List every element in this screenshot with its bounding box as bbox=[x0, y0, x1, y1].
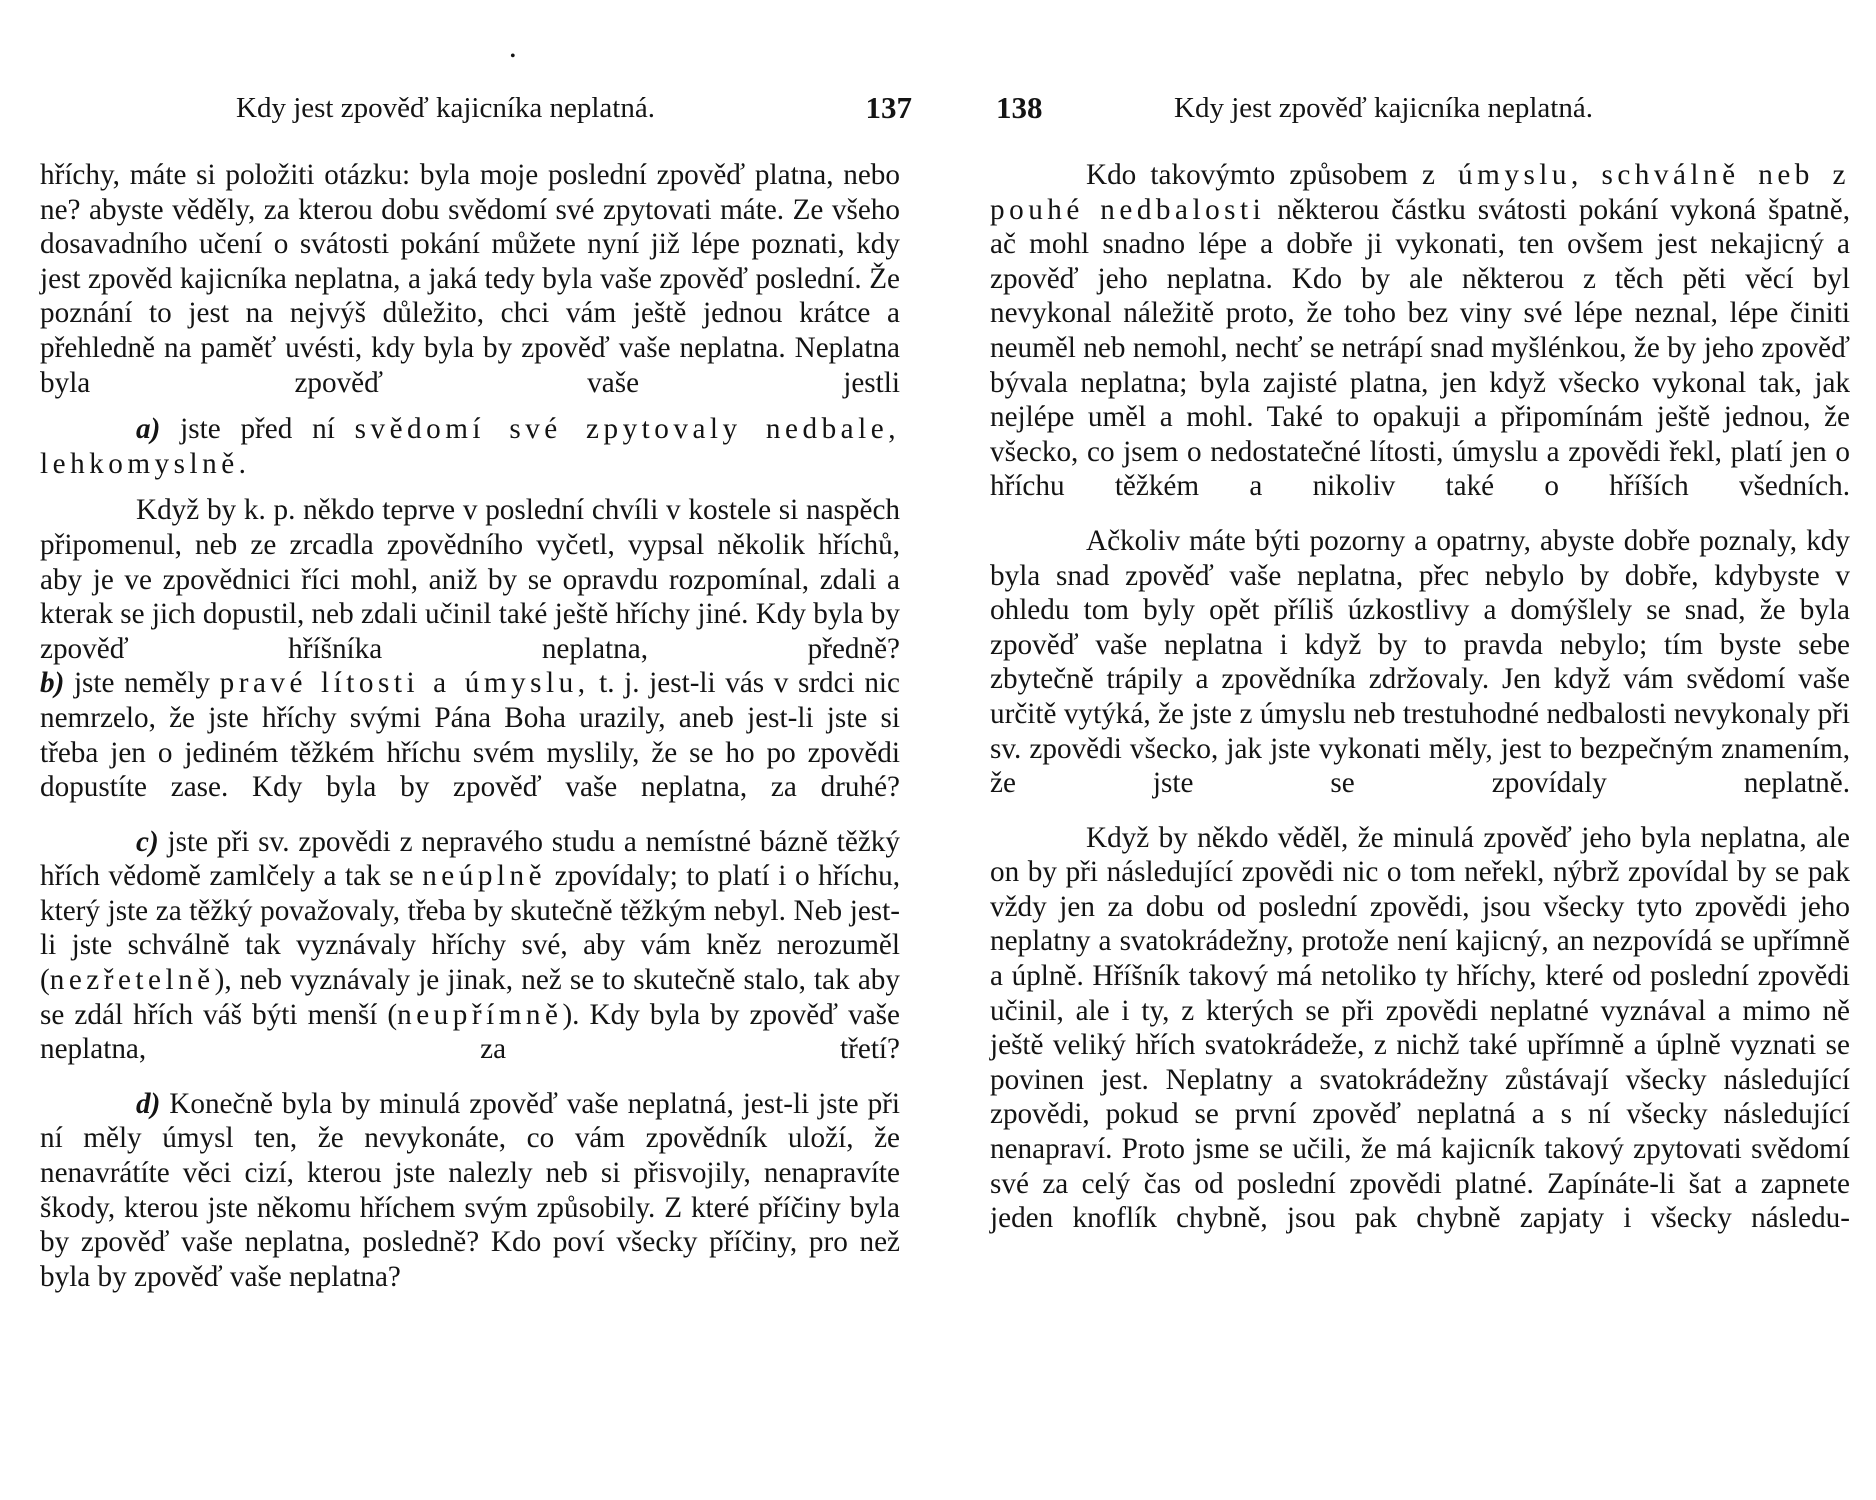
item-text: jste při sv. zpovědi z nepravého studu a nemístné bázně těžký hřích vědomě zamlčely a tak se bbox=[40, 825, 900, 893]
paragraph bbox=[40, 493, 900, 666]
left-page bbox=[40, 0, 920, 1500]
paragraph-text: Kdo takovýmto způsobem bbox=[1086, 159, 1422, 191]
item-c bbox=[40, 825, 900, 1067]
spaced-emphasis: svědomí své zpytovaly nedbale, lehkomyslně. bbox=[40, 413, 900, 480]
spaced-emphasis: pravé lítosti a úmyslu, bbox=[219, 667, 590, 700]
item-text: jste před ní bbox=[160, 413, 355, 446]
item-text: ). Kdy byla by zpověď vaše neplatna, za třetí? bbox=[40, 998, 900, 1066]
page-number: 137 bbox=[865, 90, 912, 125]
paragraph-text: Když by k. p. někdo teprve v poslední chvíli v kostele si naspěch připomenul, neb ze zrcadla zpovědního vyčetl, vypsal několik hříchů, aby je ve zpovědnici říci mohl, aniž by se opravdu rozpomínal, zdali a kterak se jich dopustil, neb zdali učinil také ještě hříchy jiné. Kdy byla by zpověď hříšníka neplatna, předně? bbox=[40, 494, 900, 665]
item-text: jste neměly bbox=[64, 667, 220, 700]
page-body bbox=[40, 158, 900, 1294]
item-text: ), neb vyznávaly je jinak, než se to skutečně stalo, tak aby se zdál hřích váš býti menší ( bbox=[40, 964, 900, 1031]
header-title: Kdy jest zpověď kajicníka neplatná. bbox=[1174, 92, 1593, 124]
print-mark: • bbox=[510, 48, 516, 65]
item-d bbox=[40, 1087, 900, 1295]
page-number: 138 bbox=[996, 90, 1043, 125]
paragraph bbox=[990, 821, 1850, 1236]
header-title: Kdy jest zpověď kajicníka neplatná. bbox=[236, 92, 655, 124]
item-letter: c) bbox=[136, 825, 159, 858]
item-b bbox=[40, 666, 900, 804]
item-letter: a) bbox=[136, 413, 161, 446]
item-text: Konečně byla by minulá zpověď vaše neplatná, jest-li jste při ní měly úmysl ten, že nevykonáte, co vám zpovědník uloží, že nenavrátíte věci cizí, kterou jste nalezly neb si přisvojily, nenapravíte škody, kterou jste někomu hříchem svým způsobily. Z které příčiny byla by zpověď vaše neplatna, posledně? Kdo poví všecky příčiny, pro než byla by zpověď vaše neplatna? bbox=[40, 1087, 900, 1293]
paragraph bbox=[990, 524, 1850, 801]
paragraph-text: hříchy, máte si položiti otázku: byla moje poslední zpověď platna, nebo ne? abyste věděly, za kterou dobu svědomí své zpytovati máte. Ze všeho dosavadního učení o svátosti pokání můžete nyní již lépe poznati, kdy jest zpověd kajicníka neplatna, a jaká tedy byla vaše zpověď poslední. Že poznání to jest na nejvýš důležito, chci vám ještě jednou krátce a přehledně na paměť uvésti, kdy byla by zpověď vaše neplatna. Neplatna byla zpověď vaše jestli bbox=[40, 159, 900, 399]
spaced-emphasis: neupřímně bbox=[397, 998, 563, 1031]
paragraph-text: Když by někdo věděl, že minulá zpověď jeho byla neplatna, ale on by při následující zpovědi nic o tom neřekl, nýbrž zpovídal by se pak vždy jen za dobu od poslední zpovědi, jsou všecky tyto zpovědi jeho neplatny a svatokrádežny, protože není kajicný, an nezpovídá se upřímně a úplně. Hříšník takový má netoliko ty hříchy, které od poslední zpovědi učinil, ale i ty, z kterých se při zpovědi neplatné vyznával a mimo ně ještě veliký hřích svatokrádeže, z nichž také upřímně a úplně vyznati se povinen jest. Neplatny a svatokrádežny zůstávají všecky následující zpovědi, pokud se první zpověď neplatná a s ní všecky následující nenapraví. Proto jsme se učili, že má kajicník takový zpytovati svědomí své za celý čas od poslední zpovědi platné. Zapínáte-li šat a zapnete jeden knoflík chybně, jsou pak chybně zapjaty i všecky následu- bbox=[990, 821, 1850, 1235]
spaced-emphasis: z úmyslu, schválně neb z pouhé nedbalosti bbox=[990, 159, 1850, 226]
running-header bbox=[990, 88, 1870, 128]
paragraph-text: Ačkoliv máte býti pozorny a opatrny, abyste dobře poznaly, kdy byla snad zpověď vaše neplatna, přec nebylo by dobře, kdybyste v ohledu tom byly opět příliš úzkostlivy a domýšlely se snad, že byla zpověď vaše neplatna i když by to pravda nebylo; tím byste sebe zbytečně trápily a zpovědníka zdržovaly. Jen když vám svědomí vaše určitě vytýká, že jste z úmyslu neb trestuhodné nedbalosti nevykonaly při sv. zpovědi všecko, jak jste vykonati měly, jest to bezpečným znamením, že jste se zpovídaly neplatně. bbox=[990, 524, 1850, 800]
paragraph-text: některou částku svátosti pokání vykoná špatně, ač mohl snadno lépe a dobře ji vykonati, ten ovšem jest nekajicný a zpověď jeho neplatna. Kdo by ale některou z těch pěti věcí byl nevykonal náležitě proto, že toho bez viny své lépe neznal, lépe činiti neuměl neb nemohl, nechť se netrápí snad myšlénkou, že by jeho zpověď bývala neplatna; byla zajisté platna, jen když všecko vykonal tak, jak nejlépe uměl a mohl. Také to opakuji a připomínám ještě jednou, že všecko, co jsem o nedostatečné lítosti, úmyslu a zpovědi řekl, platí jen o hříchu těžkém a nikoliv také o hříších všedních. bbox=[990, 193, 1850, 503]
spaced-emphasis: neúplně bbox=[422, 860, 547, 893]
page-body bbox=[990, 158, 1850, 1236]
item-a bbox=[40, 412, 900, 481]
item-text: zpovídaly; to platí i o hříchu, který jste za těžký považovaly, třeba by skutečně těžkým nebyl. Neb jest-li jste schválně tak vyznávaly hříchy své, aby vám kněz nerozuměl ( bbox=[40, 860, 900, 997]
spaced-emphasis: nezřetelně bbox=[49, 964, 215, 997]
running-header bbox=[40, 88, 920, 128]
right-page bbox=[990, 0, 1870, 1500]
paragraph bbox=[40, 158, 900, 400]
item-letter: b) bbox=[40, 667, 65, 700]
item-text: t. j. jest-li vás v srdci nic nemrzelo, že jste hříchy svými Pána Boha urazily, aneb jest-li jste si třeba jen o jediném těžkém hříchu svém myslily, že se ho po zpovědi dopustíte zase. Kdy byla by zpověď vaše neplatna, za druhé? bbox=[40, 667, 900, 804]
item-letter: d) bbox=[136, 1087, 161, 1120]
paragraph bbox=[990, 158, 1850, 504]
